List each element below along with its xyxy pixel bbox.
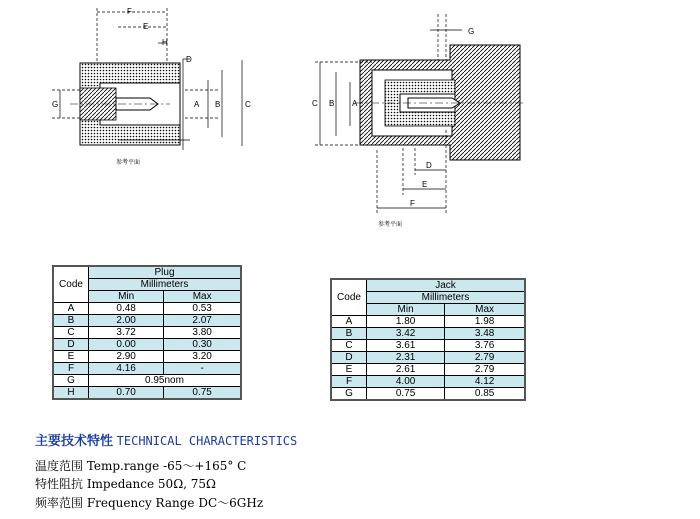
table-header-code: Code <box>331 279 367 316</box>
table-header-unit: Millimeters <box>367 292 526 304</box>
jack-drawing <box>312 14 525 228</box>
table-title: Jack <box>367 279 526 292</box>
table-row <box>331 388 525 401</box>
table-row <box>53 351 241 363</box>
table-header-min: Min <box>367 304 445 316</box>
table-title: Plug <box>89 266 242 279</box>
table-row <box>53 387 241 400</box>
plug-drawing <box>52 7 251 166</box>
row-min: 2.00 <box>89 315 164 327</box>
row-min: 3.72 <box>89 327 164 339</box>
jack-dim-f: F <box>410 199 415 208</box>
jack-dim-e: E <box>422 180 428 189</box>
table-row <box>53 363 241 375</box>
technical-heading-en: TECHNICAL CHARACTERISTICS <box>116 434 298 448</box>
row-code: G <box>53 375 89 387</box>
row-code: E <box>331 364 367 376</box>
plug-dim-h: H <box>162 38 168 47</box>
table-header-min: Min <box>89 291 164 303</box>
plug-dim-f: F <box>127 7 132 16</box>
plug-dim-a: A <box>194 100 200 109</box>
row-max: 3.76 <box>445 340 525 352</box>
row-max: 3.48 <box>445 328 525 340</box>
plug-dim-e: E <box>143 22 149 31</box>
row-max: 2.79 <box>445 352 525 364</box>
row-min: 4.16 <box>89 363 164 375</box>
row-max: 2.07 <box>164 315 241 327</box>
row-max: - <box>164 363 241 375</box>
row-code: D <box>331 352 367 364</box>
table-header-unit: Millimeters <box>89 279 242 291</box>
row-code: D <box>53 339 89 351</box>
table-row <box>53 327 241 339</box>
table-row <box>53 303 241 315</box>
row-min: 2.61 <box>367 364 445 376</box>
impedance-line: 特性阻抗 Impedance 50Ω, 75Ω <box>35 477 216 491</box>
row-max: 0.85 <box>445 388 525 401</box>
row-min: 3.61 <box>367 340 445 352</box>
table-row <box>331 352 525 364</box>
row-min: 0.70 <box>89 387 164 400</box>
row-min: 4.00 <box>367 376 445 388</box>
row-code: F <box>331 376 367 388</box>
plug-dimension-table <box>52 265 242 400</box>
row-max: 0.75 <box>164 387 241 400</box>
table-row <box>331 376 525 388</box>
row-min: 3.42 <box>367 328 445 340</box>
jack-dim-a: A <box>352 99 358 108</box>
jack-reference-plane: 参考平面 <box>378 221 403 228</box>
row-code: B <box>53 315 89 327</box>
jack-dim-b: B <box>329 99 335 108</box>
row-code: B <box>331 328 367 340</box>
row-code: C <box>53 327 89 339</box>
technical-heading-cn: 主要技术特性 <box>35 434 114 449</box>
table-row <box>331 364 525 376</box>
row-code: A <box>53 303 89 315</box>
row-nominal: 0.95nom <box>89 375 242 387</box>
temp-range-line: 温度范围 Temp.range -65～+165° C <box>35 459 247 473</box>
row-max: 4.12 <box>445 376 525 388</box>
table-header-max: Max <box>445 304 525 316</box>
table-row <box>53 315 241 327</box>
plug-dim-c: C <box>245 100 251 109</box>
jack-dim-c: C <box>312 99 318 108</box>
row-code: C <box>331 340 367 352</box>
frequency-range-line: 频率范围 Frequency Range DC～6GHz <box>35 496 264 510</box>
row-min: 0.00 <box>89 339 164 351</box>
plug-reference-plane: 参考平面 <box>116 159 141 166</box>
row-max: 3.80 <box>164 327 241 339</box>
table-row <box>331 316 525 328</box>
table-row <box>53 339 241 351</box>
row-code: H <box>53 387 89 400</box>
table-row <box>331 340 525 352</box>
row-max: 0.53 <box>164 303 241 315</box>
row-max: 1.98 <box>445 316 525 328</box>
plug-dim-b: B <box>215 100 221 109</box>
table-row <box>53 375 241 387</box>
jack-dim-g: G <box>468 27 475 36</box>
row-max: 2.79 <box>445 364 525 376</box>
row-code: E <box>53 351 89 363</box>
jack-dimension-table <box>330 278 526 401</box>
row-min: 0.48 <box>89 303 164 315</box>
row-code: F <box>53 363 89 375</box>
table-header-code: Code <box>53 266 89 303</box>
plug-dim-d: D <box>186 55 192 64</box>
table-header-max: Max <box>164 291 241 303</box>
row-min: 2.90 <box>89 351 164 363</box>
plug-dim-g: G <box>52 100 59 109</box>
row-max: 0.30 <box>164 339 241 351</box>
row-min: 2.31 <box>367 352 445 364</box>
table-row <box>331 328 525 340</box>
jack-dim-d: D <box>426 161 432 170</box>
row-code: A <box>331 316 367 328</box>
row-min: 1.80 <box>367 316 445 328</box>
row-min: 0.75 <box>367 388 445 401</box>
row-max: 3.20 <box>164 351 241 363</box>
row-code: G <box>331 388 367 401</box>
technical-heading <box>35 430 297 449</box>
